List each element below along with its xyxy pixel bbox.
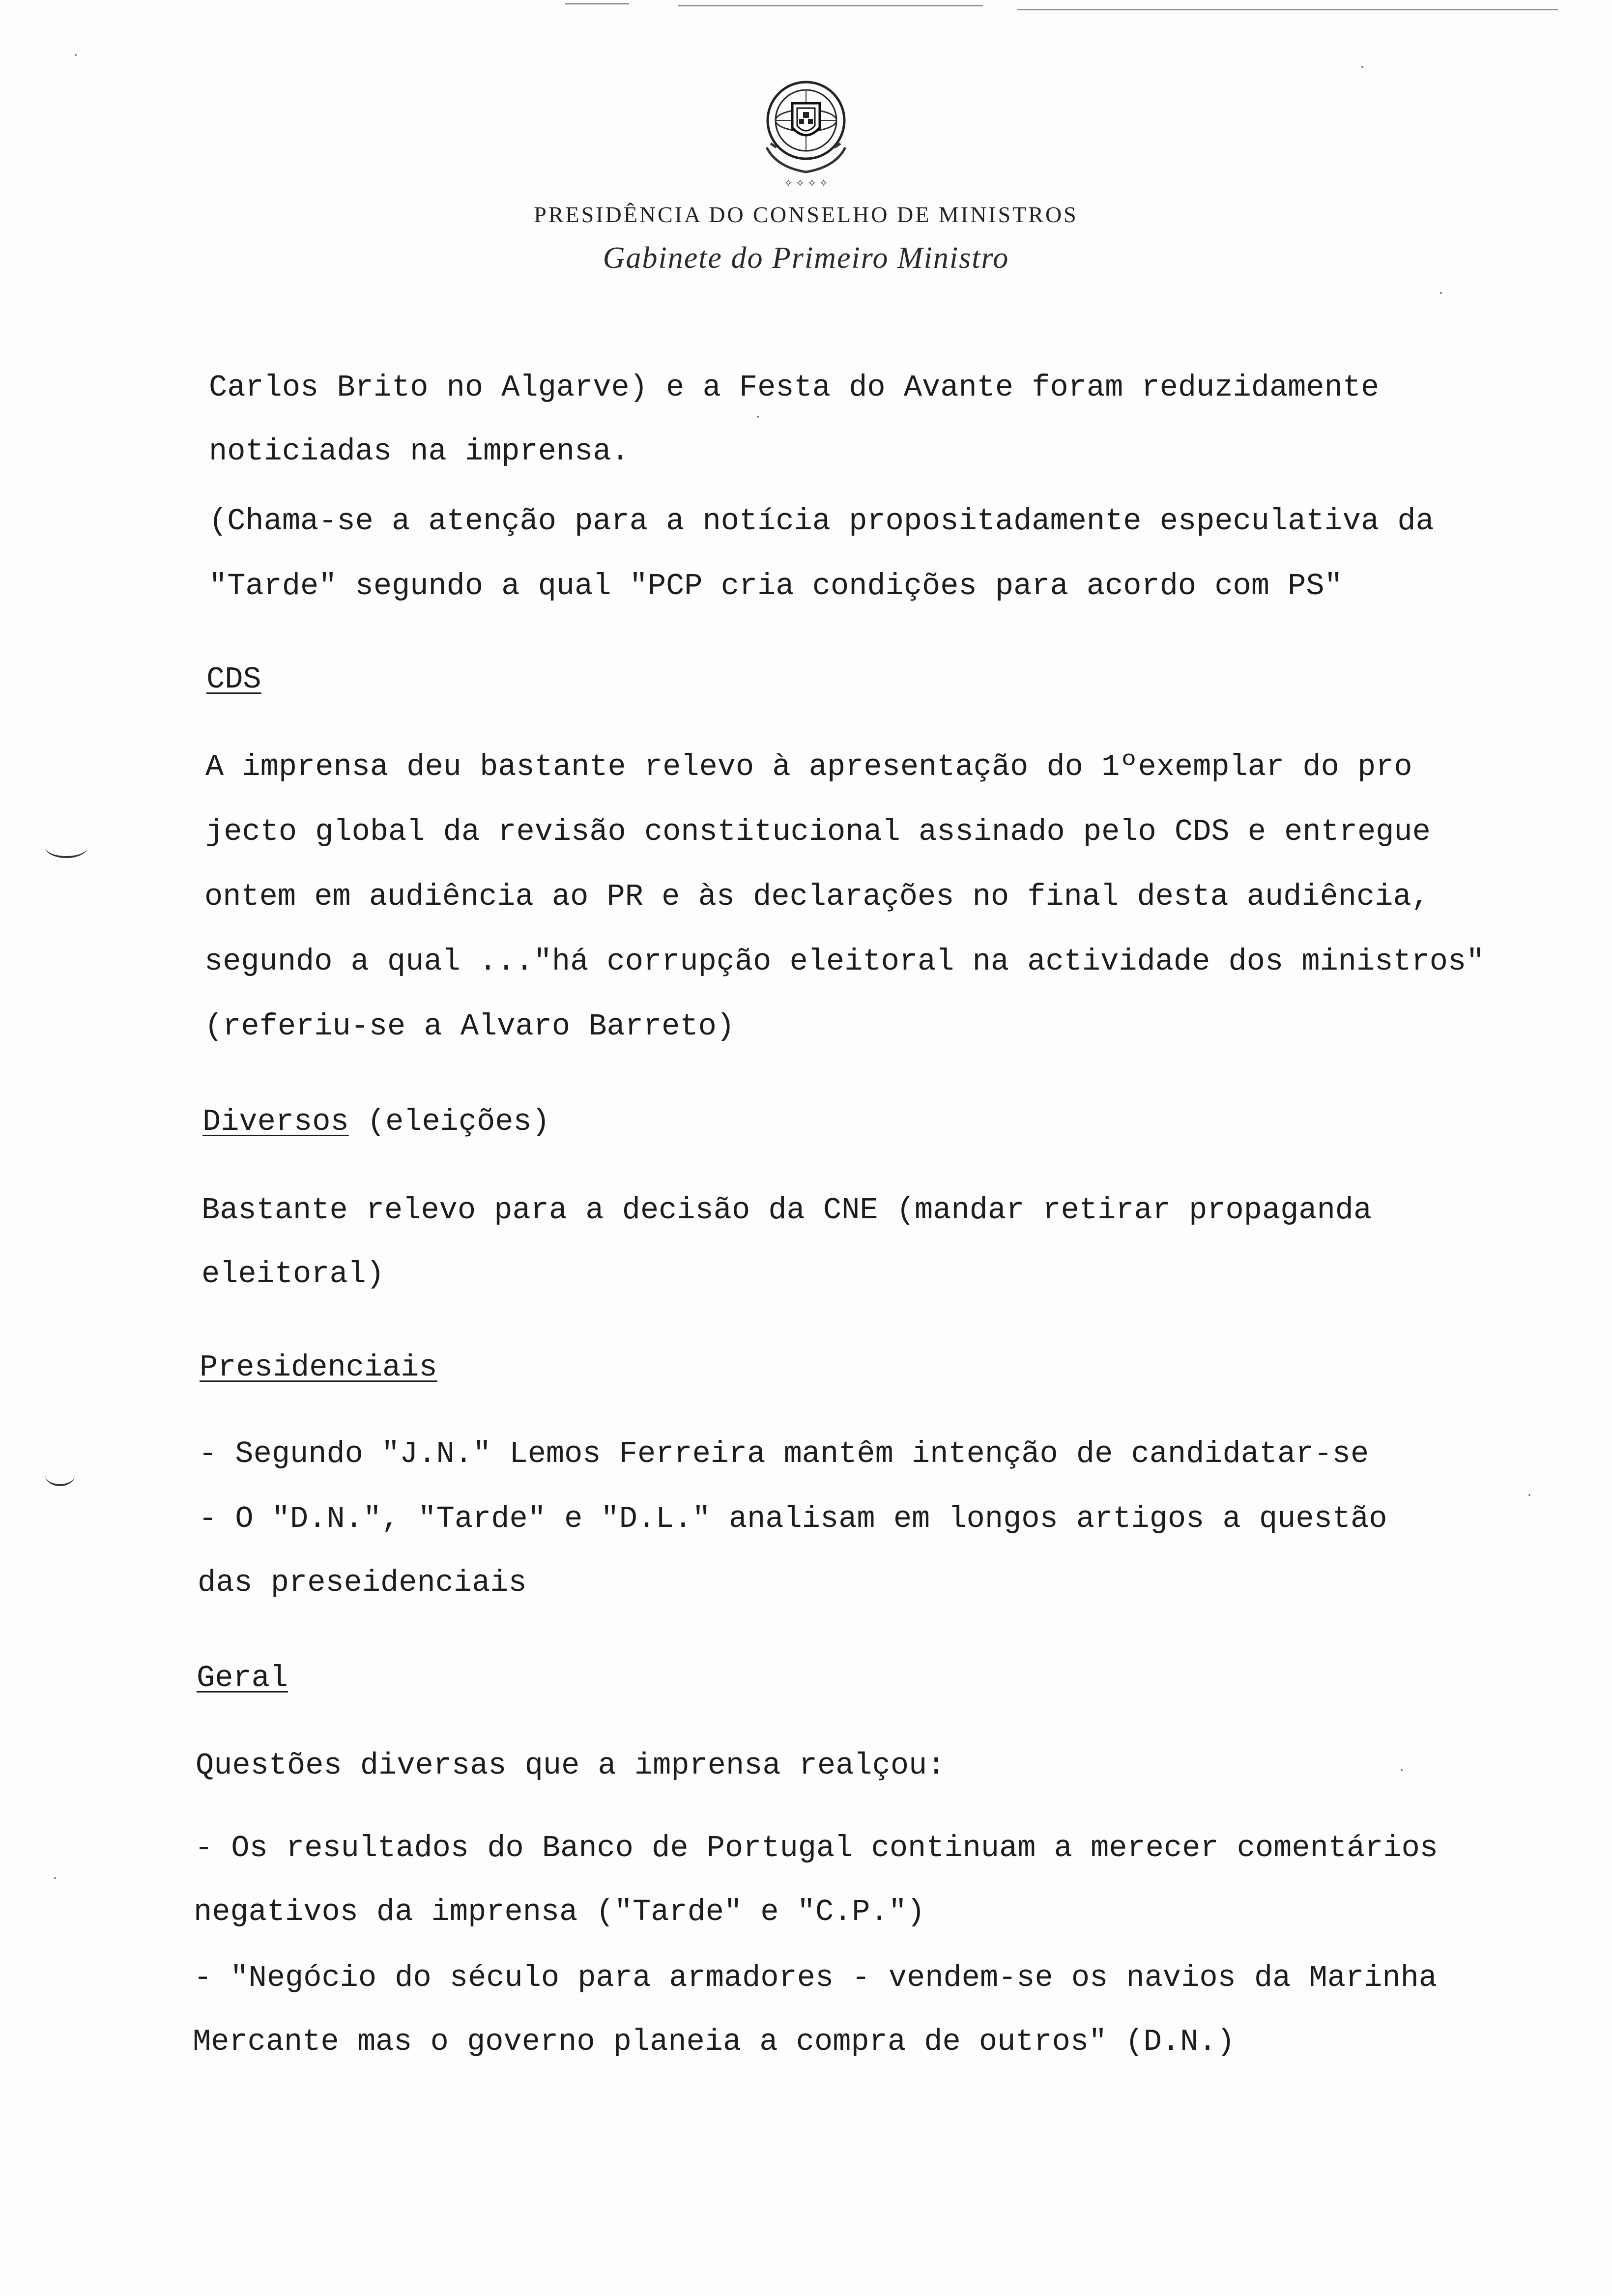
body-line: A imprensa deu bastante relevo à apresentação do 1ºexemplar do pro xyxy=(205,749,1412,784)
svg-text:✧ ✧ ✧ ✧: ✧ ✧ ✧ ✧ xyxy=(783,177,829,189)
scan-speck xyxy=(1401,1769,1403,1771)
body-line: - O "D.N.", "Tarde" e "D.L." analisam em longos artigos a questão xyxy=(199,1501,1387,1536)
body-line: (Chama-se a atenção para a notícia propositadamente especulativa da xyxy=(209,504,1434,539)
body-line: jecto global da revisão constitucional assinado pelo CDS e entregue xyxy=(205,814,1431,849)
body-line: - "Negócio do século para armadores - vendem-se os navios da Marinha xyxy=(194,1960,1438,1995)
letterhead-subtitle: Gabinete do Primeiro Ministro xyxy=(603,241,1009,275)
scan-speck xyxy=(1440,292,1442,294)
body-line: das preseidenciais xyxy=(198,1565,527,1600)
scan-speck xyxy=(1528,1494,1530,1496)
body-line: Questões diversas que a imprensa realçou: xyxy=(196,1748,946,1783)
body-line: - Os resultados do Banco de Portugal continuam a merecer comentários xyxy=(195,1831,1439,1866)
body-line: (referiu-se a Alvaro Barreto) xyxy=(204,1009,735,1044)
section-heading-diversos-note: (eleições) xyxy=(348,1104,550,1139)
body-line: Bastante relevo para a decisão da CNE (mandar retirar propaganda xyxy=(202,1193,1372,1228)
scan-speck xyxy=(757,416,759,418)
coat-of-arms-seal xyxy=(747,74,865,192)
margin-punch-mark xyxy=(45,1464,75,1486)
scan-speck xyxy=(1361,66,1363,68)
section-heading-diversos-line xyxy=(202,1104,550,1139)
scan-line xyxy=(1017,9,1558,10)
body-line: segundo a qual ..."há corrupção eleitoral na actividade dos ministros" xyxy=(204,944,1485,979)
section-heading-presidenciais: Presidenciais xyxy=(200,1350,437,1385)
body-line: Mercante mas o governo planeia a compra de outros" (D.N.) xyxy=(193,2024,1235,2059)
scan-line xyxy=(565,3,629,4)
body-line: negativos da imprensa ("Tarde" e "C.P.") xyxy=(194,1894,925,1929)
body-line: "Tarde" segundo a qual "PCP cria condições para acordo com PS" xyxy=(209,569,1343,603)
scan-line xyxy=(678,5,983,6)
body-line: eleitoral) xyxy=(202,1257,385,1292)
section-heading-diversos: Diversos xyxy=(202,1104,349,1139)
letterhead-title: PRESIDÊNCIA DO CONSELHO DE MINISTROS xyxy=(534,202,1078,227)
section-heading-cds: CDS xyxy=(206,662,261,697)
body-line: ontem em audiência ao PR e às declarações no final desta audiência, xyxy=(204,879,1430,914)
body-line: - Segundo "J.N." Lemos Ferreira mantêm intenção de candidatar-se xyxy=(199,1436,1369,1471)
body-line: Carlos Brito no Algarve) e a Festa do Avante foram reduzidamente xyxy=(209,370,1380,405)
scan-speck xyxy=(75,54,77,56)
margin-punch-mark xyxy=(45,836,87,858)
body-line: noticiadas na imprensa. xyxy=(209,434,630,469)
section-heading-geral: Geral xyxy=(197,1661,288,1695)
scan-speck xyxy=(54,1877,56,1879)
